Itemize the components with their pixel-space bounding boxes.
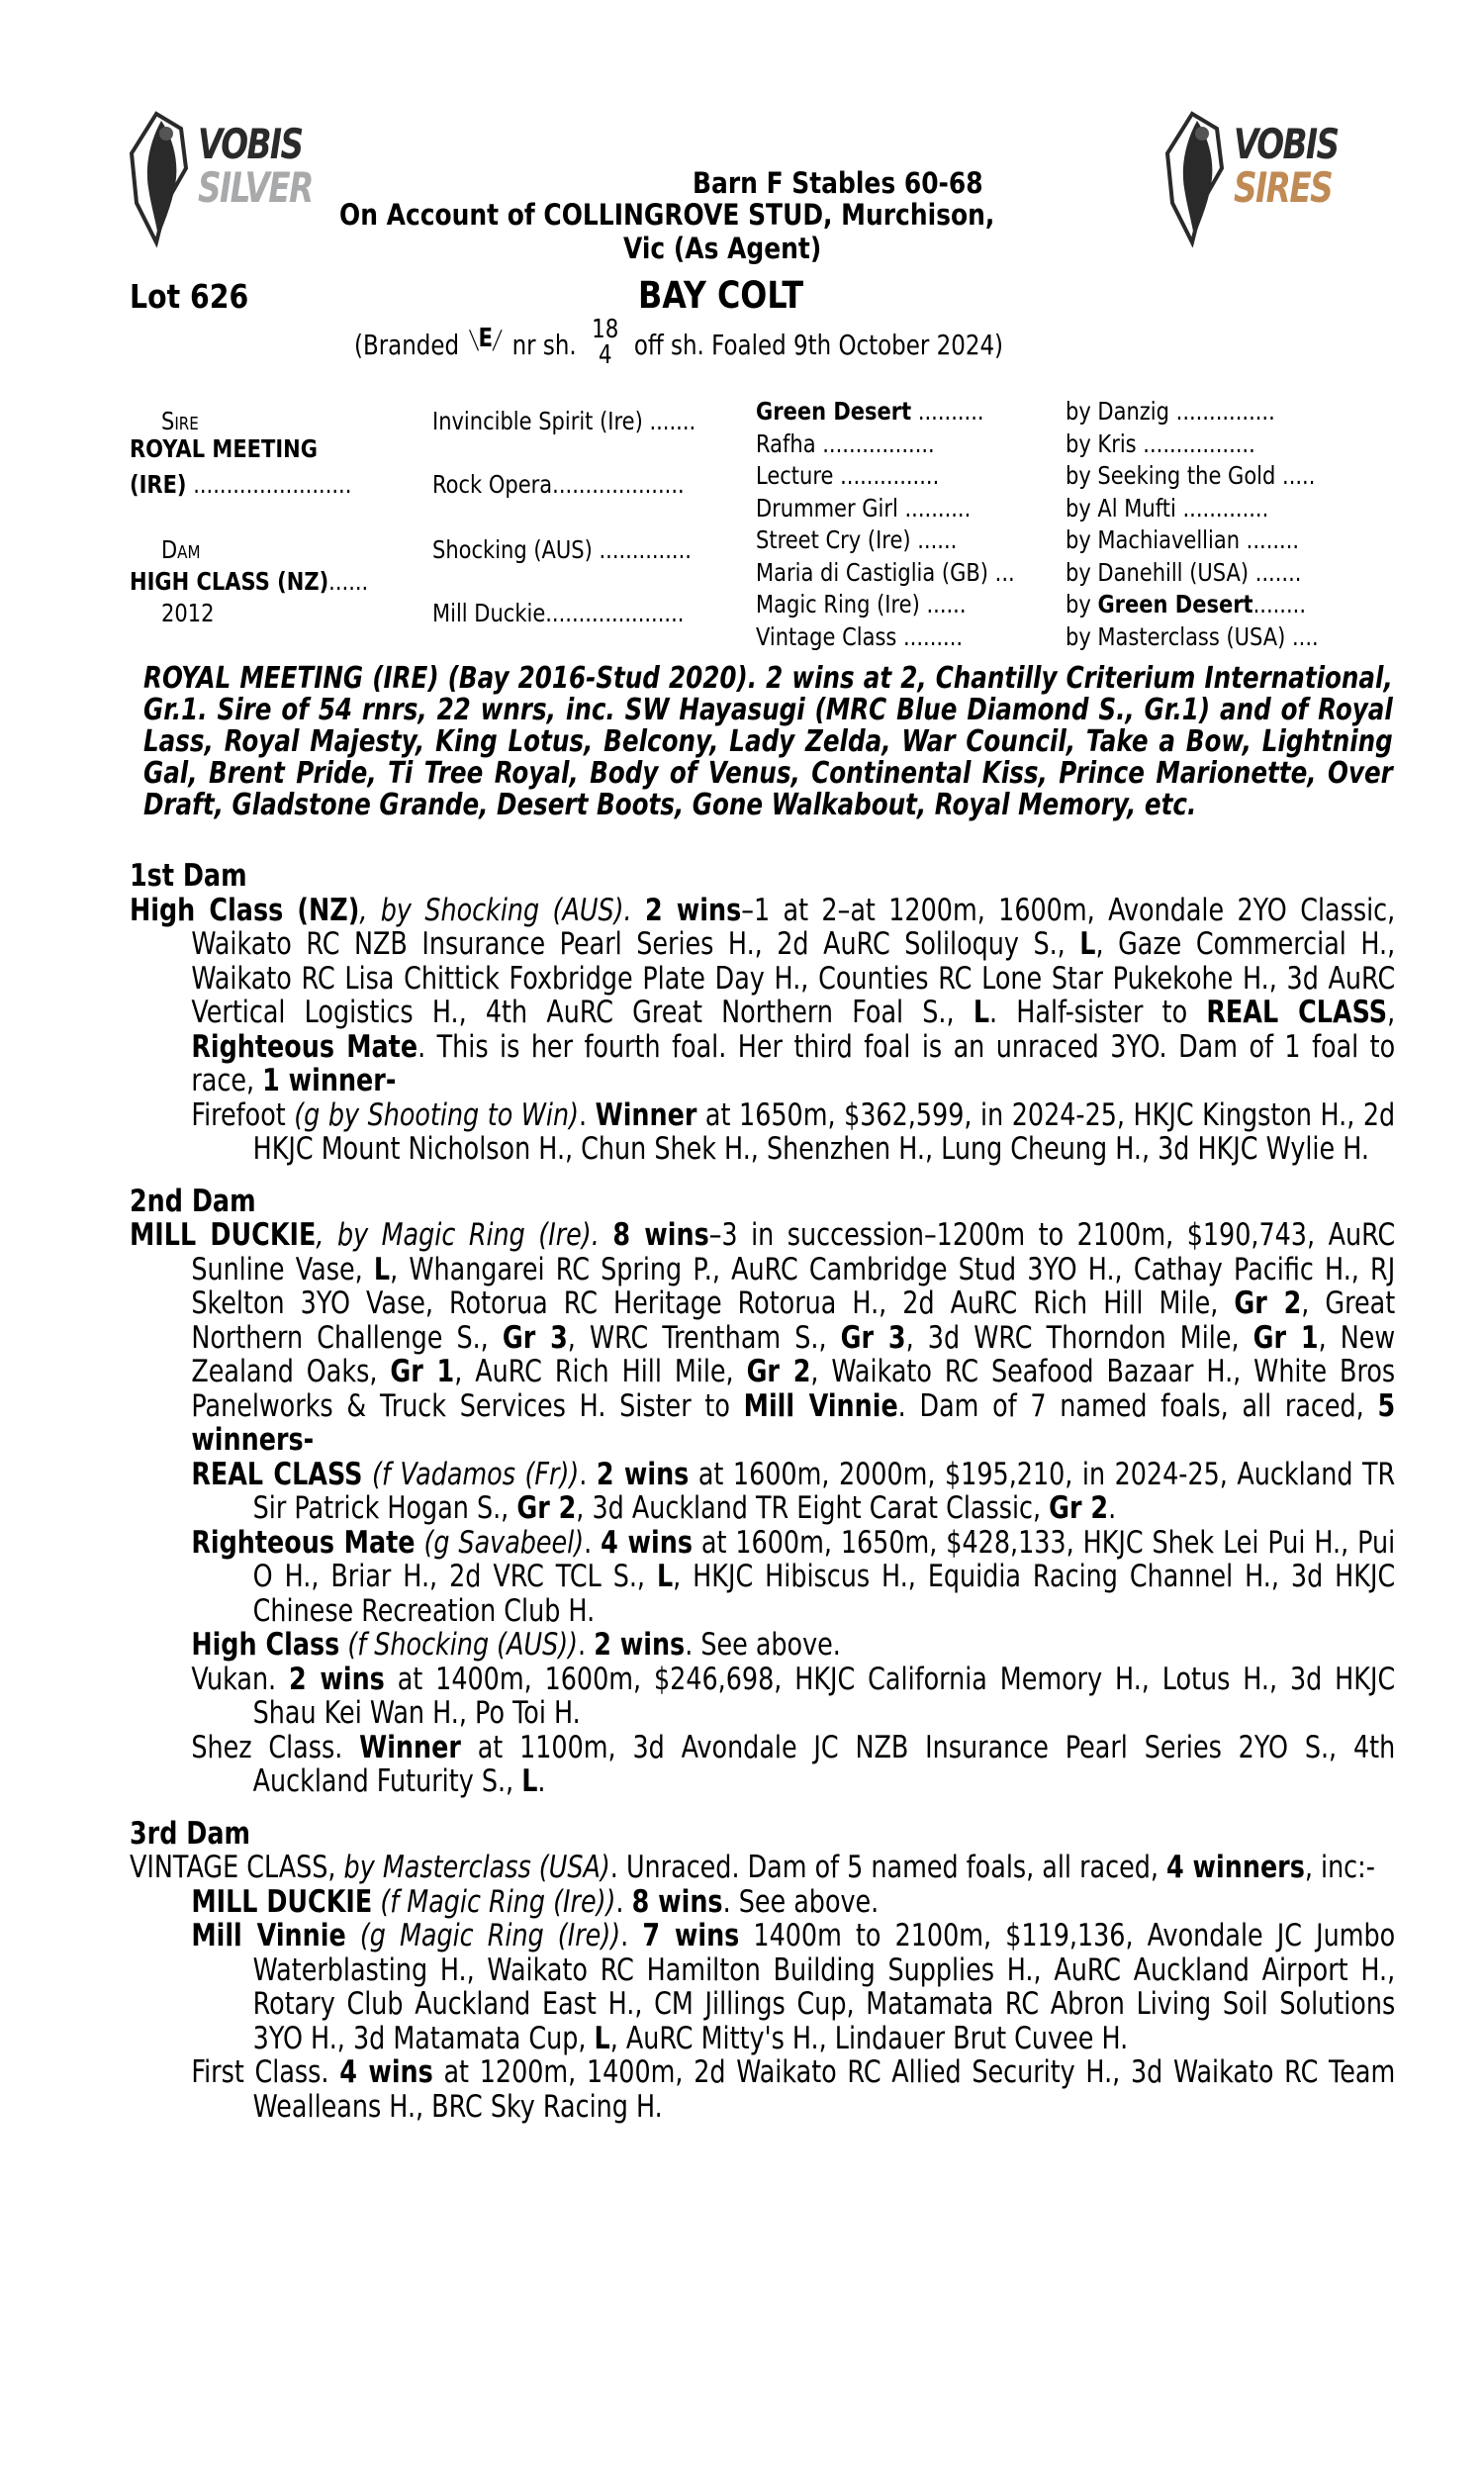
brand-mid: nr sh. [511,329,577,361]
dam-year: 2012 [161,599,215,627]
vendor-line-2: Vic (As Agent) [623,232,822,265]
third-dam-entry: VINTAGE CLASS, by Masterclass (USA). Unraced. Dam of 5 named foals, all raced, 4 winners, inc:- [130,1850,1375,1885]
logo-word-silver: SILVER [198,163,313,212]
gen3-sire-of-ancestor: by Danzig ............... [1066,397,1275,426]
dam-label: Dam [161,535,201,564]
logo-word-sires: SIRES [1234,163,1333,212]
gen2-sire-dam: Rock Opera.................... [432,470,685,499]
sire-summary: ROYAL MEETING (IRE) (Bay 2016-Stud 2020). 2 wins at 2, Chantilly Criterium International, Gr.1. Sire of 54 rnrs, 22 wnrs, inc. SW Hayasugi (MRC Blue Diamond S., Gr.1) and of Royal Lass, Royal Majesty, King Lotus, Belcony, Lady Zelda, War Council, Take a Bow, Lightning Gal, Brent Pride, Ti Tree Royal, Body of Venus, Continental Kiss, Prince Marionette, Over Draft, Gladstone Grande, Desert Boots, Gone Walkabout, Royal Memory, etc. [143,661,1393,822]
progeny-entry: REAL CLASS (f Vadamos (Fr)). 2 wins at 1600m, 2000m, $195,210, in 2024-25, Auckland TR Sir Patrick Hogan S., Gr 2, 3d Auckland TR Eight Carat Classic, Gr 2. [191,1456,1396,1526]
horse-rider-icon [1162,109,1232,247]
brand-suffix: off sh. Foaled 9th October 2024) [633,329,1004,361]
logo-word-vobis: VOBIS [1234,120,1339,168]
brand-prefix: (Branded [354,329,460,361]
fraction-bottom: 4 [598,340,612,370]
second-dam-entry: MILL DUCKIE, by Magic Ring (Ire). 8 wins–3 in succession–1200m to 2100m, $190,743, AuRC Sunline Vase, L, Whangarei RC Spring P., AuRC Cambridge Stud 3YO H., Cathay Pacific H., RJ Skelton 3YO Vase, Rotorua RC Heritage Rotorua H., 2d AuRC Rich Hill Mile, Gr 2, Great Northern Challenge S., Gr 3, WRC Trentham S., Gr 3, 3d WRC Thorndon Mile, Gr 1, New Zealand Oaks, Gr 1, AuRC Rich Hill Mile, Gr 2, Waikato RC Seafood Bazaar H., White Bros Panelworks & Truck Services H. Sister to Mill Vinnie. Dam of 7 named foals, all raced, 5 winners- [130,1217,1396,1458]
gen3-sire-of-ancestor: by Kris ................. [1066,428,1255,458]
vobis-sires-logo [1162,109,1350,247]
sire-name-2: (IRE) ........................ [130,470,352,499]
horse-rider-icon [127,109,196,247]
gen3-sire-of-ancestor: by Al Mufti ............. [1066,493,1269,523]
vendor-line-1: On Account of COLLINGROVE STUD, Murchison, [339,198,995,232]
gen3-ancestor: Magic Ring (Ire) ...... [756,590,967,618]
progeny-entry: First Class. 4 wins at 1200m, 1400m, 2d Waikato RC Allied Security H., 3d Waikato RC Team Wealleans H., BRC Sky Racing H. [191,2054,1396,2125]
progeny-entry: MILL DUCKIE (f Magic Ring (Ire)). 8 wins. See above. [191,1883,880,1920]
progeny-entry: Shez Class. Winner at 1100m, 3d Avondale JC NZB Insurance Pearl Series 2YO S., 4th Auckland Futurity S., L. [191,1729,1396,1799]
fraction-top: 18 [592,315,619,344]
gen3-ancestor: Street Cry (Ire) ...... [756,525,958,554]
gen3-ancestor: Vintage Class ......... [756,621,964,651]
gen2-dam-dam: Mill Duckie..................... [432,599,685,627]
vobis-silver-logo [127,109,315,247]
gen3-ancestor: Drummer Girl .......... [756,493,972,523]
gen3-sire-of-ancestor: by Danehill (USA) ....... [1066,557,1302,587]
progeny-entry: Righteous Mate (g Savabeel). 4 wins at 1600m, 1650m, $428,133, HKJC Shek Lei Pui H., Pui O H., Briar H., 2d VRC TCL S., L, HKJC Hibiscus H., Equidia Racing Channel H., 3d HKJC Chinese Recreation Club H. [191,1524,1396,1629]
lot-title: BAY COLT [638,274,804,317]
brand-description [354,315,1004,372]
gen3-ancestor: Lecture ............... [756,461,940,490]
brand-fraction [592,317,618,368]
sire-label: Sire [161,407,199,435]
progeny-entry: High Class (f Shocking (AUS)). 2 wins. See above. [191,1627,841,1663]
barn-location: Barn F Stables 60-68 [693,166,983,200]
gen2-sire-sire: Invincible Spirit (Ire) ....... [432,407,696,435]
first-dam-heading: 1st Dam [130,858,247,894]
lot-number: Lot 626 [130,277,249,316]
progeny-entry: Mill Vinnie (g Magic Ring (Ire)). 7 wins 1400m to 2100m, $119,136, Avondale JC Jumbo Waterblasting H., Waikato RC Hamilton Building Supplies H., AuRC Auckland Airport H., Rotary Club Auckland East H., CM Jillings Cup, Matamata RC Abron Living Soil Solutions 3YO H., 3d Matamata Cup, L, AuRC Mitty's H., Lindauer Brut Cuvee H. [191,1918,1396,2056]
progeny-entry: Vukan. 2 wins at 1400m, 1600m, $246,698, HKJC California Memory H., Lotus H., 3d HKJC Shau Kei Wan H., Po Toi H. [191,1661,1396,1731]
progeny-entry: Firefoot (g by Shooting to Win). Winner at 1650m, $362,599, in 2024-25, HKJC Kingston H., 2d HKJC Mount Nicholson H., Chun Shek H., Shenzhen H., Lung Cheung H., 3d HKJC Wylie H. [191,1096,1396,1167]
gen3-sire-of-ancestor: by Green Desert........ [1066,590,1307,618]
gen3-sire-of-ancestor: by Machiavellian ........ [1066,525,1300,554]
first-dam-entry: High Class (NZ), by Shocking (AUS). 2 wins–1 at 2–at 1200m, 1600m, Avondale 2YO Classic, Waikato RC NZB Insurance Pearl Series H., 2d AuRC Soliloquy S., L, Gaze Commercial H., Waikato RC Lisa Chittick Foxbridge Plate Day H., Counties RC Lone Star Pukekohe H., 3d AuRC Vertical Logistics H., 4th AuRC Great Northern Foal S., L. Half-sister to REAL CLASS, Righteous Mate. This is her fourth foal. Her third foal is an unraced 3YO. Dam of 1 foal to race, 1 winner- [130,892,1396,1098]
dam-name: HIGH CLASS (NZ)...... [130,567,369,596]
logo-word-vobis: VOBIS [198,120,303,168]
gen3-ancestor: Rafha ................. [756,428,935,458]
third-dam-heading: 3rd Dam [130,1815,251,1852]
family-details [130,859,1395,2124]
sire-name-1: ROYAL MEETING [130,434,318,463]
gen2-dam-sire: Shocking (AUS) .............. [432,535,692,564]
gen3-ancestor: Maria di Castiglia (GB) ... [756,557,1015,587]
brand-mark-icon: ╲E╱ [469,324,502,353]
second-dam-heading: 2nd Dam [130,1183,256,1219]
gen3-sire-of-ancestor: by Seeking the Gold ..... [1066,461,1316,490]
gen3-sire-of-ancestor: by Masterclass (USA) .... [1066,621,1319,651]
gen3-ancestor: Green Desert .......... [756,397,984,426]
